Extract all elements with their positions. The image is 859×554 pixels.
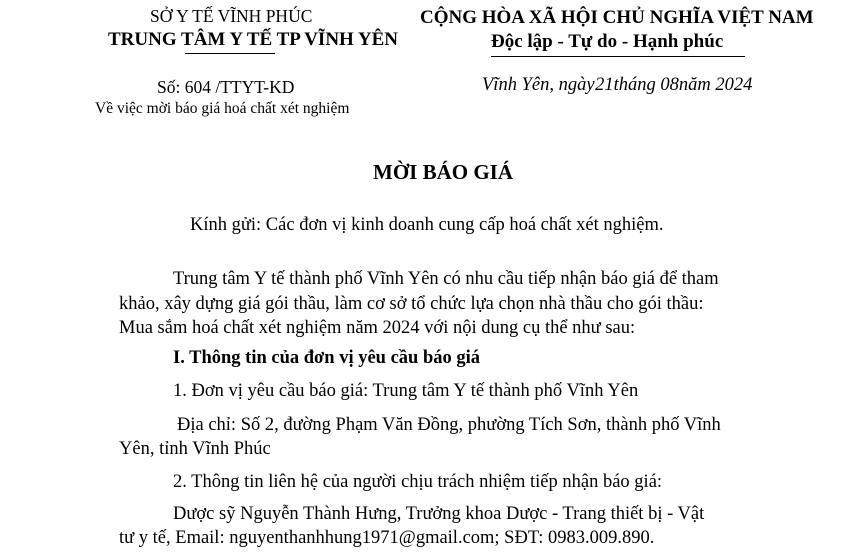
date-year: năm 2024 — [678, 75, 753, 95]
date-month: 08 — [660, 75, 679, 95]
item-2: 2. Thông tin liên hệ của người chịu trách nhiệm tiếp nhận báo giá: — [173, 472, 663, 492]
country-name: CỘNG HÒA XÃ HỘI CHỦ NGHĨA VIỆT NAM — [420, 7, 814, 28]
intro-line-1: Trung tâm Y tế thành phố Vĩnh Yên có nhu cầu tiếp nhận báo giá để tham — [173, 269, 719, 289]
date-month-label: tháng — [613, 75, 661, 95]
contact-line-1: Dược sỹ Nguyễn Thành Hưng, Trưởng khoa Dược - Trang thiết bị - Vật — [173, 504, 705, 524]
intro-line-3: Mua sắm hoá chất xét nghiệm năm 2024 với nội dung cụ thể như sau: — [119, 318, 636, 338]
document-number: Số: 604 /TTYT-KD — [157, 77, 295, 97]
address-line-1: Địa chỉ: Số 2, đường Phạm Văn Đồng, phường Tích Sơn, thành phố Vĩnh — [177, 415, 721, 435]
document-title: MỜI BÁO GIÁ — [373, 160, 514, 184]
recipient-line: Kính gửi: Các đơn vị kinh doanh cung cấp hoá chất xét nghiệm. — [190, 215, 664, 235]
item-1: 1. Đơn vị yêu cầu báo giá: Trung tâm Y tế thành phố Vĩnh Yên — [173, 381, 639, 401]
intro-line-2: khảo, xây dựng giá gói thầu, làm cơ sở tổ chức lựa chọn nhà thầu cho gói thầu: — [119, 294, 704, 314]
organization-name: TRUNG TÂM Y TẾ TP VĨNH YÊN — [108, 29, 398, 50]
motto-underline — [491, 56, 745, 57]
department-name: SỞ Y TẾ VĨNH PHÚC — [150, 6, 313, 26]
organization-underline — [185, 53, 275, 54]
contact-line-2: tư y tế, Email: nguyenthanhhung1971@gmail.com; SĐT: 0983.009.890. — [119, 528, 655, 548]
date-prefix: Vĩnh Yên, ngày — [482, 75, 600, 95]
national-motto: Độc lập - Tự do - Hạnh phúc — [491, 31, 724, 52]
date-day: 21 — [595, 75, 614, 95]
document-subject: Về việc mời báo giá hoá chất xét nghiệm — [95, 100, 350, 117]
document-date — [482, 75, 752, 96]
address-line-2: Yên, tỉnh Vĩnh Phúc — [119, 439, 271, 459]
section-heading: I. Thông tin của đơn vị yêu cầu báo giá — [173, 348, 481, 368]
